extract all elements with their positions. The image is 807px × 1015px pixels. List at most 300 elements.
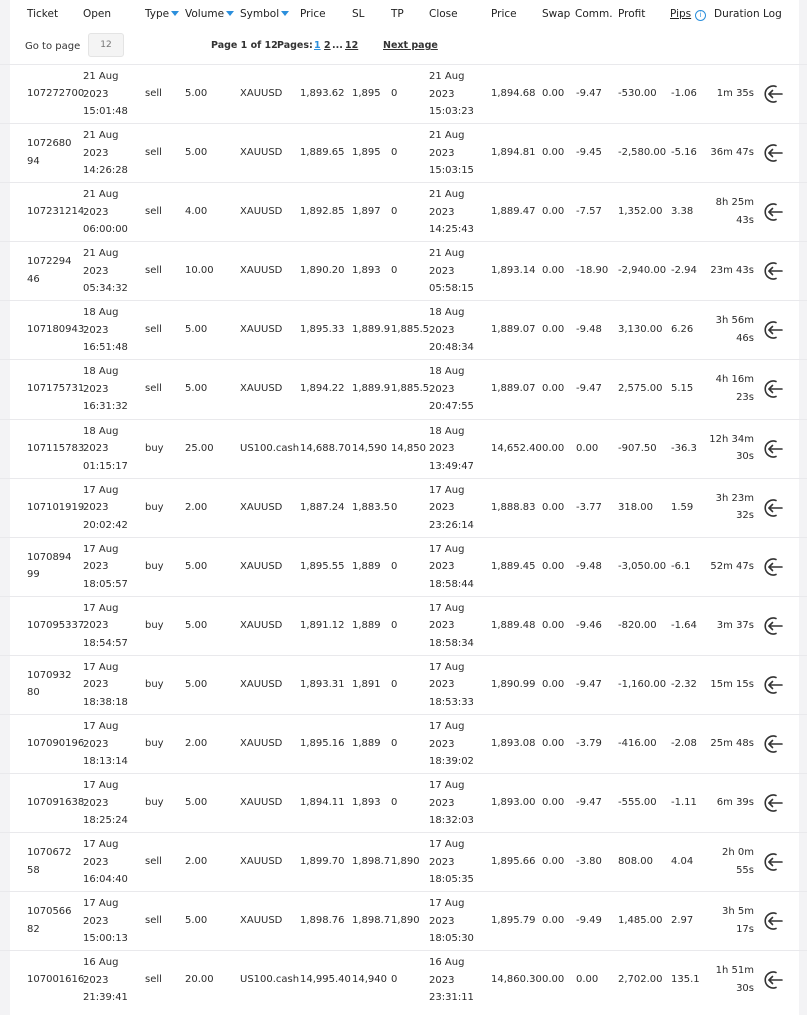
- cell-volume: 5.00: [185, 797, 208, 809]
- cell-price: 1,890.20: [300, 265, 345, 277]
- cell-sl: 14,940: [352, 974, 387, 986]
- table-row: [0, 64, 807, 123]
- header-close: Close: [429, 8, 458, 20]
- cell-volume: 5.00: [185, 383, 208, 395]
- caret-down-icon: [281, 11, 289, 16]
- cell-ticket: 107089499: [27, 551, 72, 581]
- cell-close-time: 17 Aug 2023 18:53:33: [429, 661, 474, 708]
- cell-swap: 0.00: [542, 560, 565, 572]
- exit-arrow-icon[interactable]: [762, 792, 784, 814]
- cell-symbol: XAUUSD: [240, 206, 283, 218]
- cell-tp: 0: [391, 501, 398, 513]
- cell-ticket: 107095337: [27, 619, 85, 631]
- cell-volume: 5.00: [185, 147, 208, 159]
- cell-tp: 0: [391, 147, 398, 159]
- cell-volume: 2.00: [185, 501, 208, 513]
- cell-open-time: 17 Aug 2023 15:00:13: [83, 898, 128, 945]
- cell-duration: 1m 35s: [716, 88, 754, 99]
- cell-open-time: 17 Aug 2023 18:05:57: [83, 543, 128, 590]
- exit-arrow-icon[interactable]: [762, 674, 784, 696]
- trades-table-body: [0, 64, 807, 1010]
- cell-close-time: 17 Aug 2023 18:32:03: [429, 780, 474, 827]
- cell-close-time: 17 Aug 2023 23:26:14: [429, 484, 474, 531]
- cell-open-time: 21 Aug 2023 15:01:48: [83, 71, 128, 117]
- cell-symbol: XAUUSD: [240, 856, 283, 868]
- cell-pips: 2.97: [671, 915, 694, 927]
- table-row: [0, 359, 807, 418]
- cell-profit: 808.00: [618, 856, 653, 868]
- exit-arrow-icon[interactable]: [762, 201, 784, 223]
- cell-type: sell: [145, 206, 162, 218]
- header-close-price: Price: [491, 8, 517, 20]
- exit-arrow-icon[interactable]: [762, 910, 784, 932]
- header-type-label: Type: [145, 8, 170, 20]
- cell-close-price: 1,889.07: [491, 383, 536, 395]
- cell-sl: 1,893: [352, 797, 381, 809]
- cell-profit: 1,352.00: [618, 206, 663, 218]
- cell-swap: 0.00: [542, 619, 565, 631]
- header-log: Log: [763, 8, 782, 20]
- cell-price: 1,893.62: [300, 88, 345, 99]
- cell-type: sell: [145, 974, 162, 986]
- cell-close-price: 1,893.08: [491, 738, 536, 750]
- cell-comm: -9.47: [576, 88, 602, 99]
- exit-arrow-icon[interactable]: [762, 556, 784, 578]
- exit-arrow-icon[interactable]: [762, 438, 784, 460]
- cell-comm: -9.49: [576, 915, 602, 927]
- cell-symbol: XAUUSD: [240, 265, 283, 277]
- pagination-bar: [0, 33, 807, 63]
- cell-volume: 5.00: [185, 324, 208, 336]
- cell-pips: -1.64: [671, 619, 697, 631]
- cell-open-time: 17 Aug 2023 18:38:18: [83, 661, 128, 708]
- cell-comm: -9.48: [576, 324, 602, 336]
- cell-volume: 5.00: [185, 678, 208, 690]
- cell-volume: 5.00: [185, 560, 208, 572]
- table-row: [0, 596, 807, 655]
- cell-symbol: US100.cash: [240, 442, 300, 454]
- header-tp: TP: [391, 8, 404, 20]
- cell-volume: 25.00: [185, 442, 214, 454]
- cell-ticket: 107056682: [27, 906, 72, 935]
- cell-profit: -1,160.00: [618, 678, 667, 690]
- cell-profit: 3,130.00: [618, 324, 663, 336]
- cell-close-price: 1,894.81: [491, 147, 536, 159]
- cell-swap: 0.00: [542, 797, 565, 809]
- caret-down-icon: [226, 11, 234, 16]
- cell-close-time: 21 Aug 2023 14:25:43: [429, 189, 474, 236]
- cell-profit: -555.00: [618, 797, 657, 809]
- cell-pips: -1.06: [671, 88, 697, 99]
- cell-ticket: 107231214: [27, 206, 85, 218]
- page-info: Page 1 of 12: [211, 40, 278, 51]
- header-ticket: Ticket: [27, 8, 59, 20]
- cell-close-price: 1,888.83: [491, 501, 536, 513]
- cell-close-time: 16 Aug 2023 23:31:11: [429, 957, 474, 1004]
- header-open: Open: [83, 8, 112, 20]
- cell-swap: 0.00: [542, 88, 565, 99]
- cell-type: sell: [145, 324, 162, 336]
- cell-type: sell: [145, 915, 162, 927]
- cell-volume: 5.00: [185, 619, 208, 631]
- cell-close-price: 1,889.45: [491, 560, 536, 572]
- cell-ticket: 107067258: [27, 847, 72, 876]
- cell-duration: 3h 56m 46s: [715, 315, 754, 344]
- cell-duration: 3h 23m 32s: [715, 492, 754, 522]
- cell-type: sell: [145, 265, 162, 277]
- cell-swap: 0.00: [542, 678, 565, 690]
- cell-ticket: 107180943: [27, 324, 85, 336]
- exit-arrow-icon[interactable]: [762, 851, 784, 873]
- cell-duration: 4h 16m 23s: [715, 374, 754, 403]
- cell-open-time: 21 Aug 2023 06:00:00: [83, 189, 128, 236]
- exit-arrow-icon[interactable]: [762, 142, 784, 164]
- cell-comm: -9.45: [576, 147, 602, 159]
- cell-volume: 5.00: [185, 915, 208, 927]
- header-price: Price: [300, 8, 326, 20]
- cell-tp: 0: [391, 265, 398, 277]
- page-link-last[interactable]: 12: [345, 40, 359, 51]
- cell-open-time: 17 Aug 2023 18:13:14: [83, 721, 128, 768]
- cell-comm: -7.57: [576, 206, 602, 218]
- header-pips[interactable]: [670, 8, 706, 21]
- table-row: [0, 950, 807, 1009]
- cell-pips: 135.1: [671, 974, 700, 986]
- cell-open-time: 17 Aug 2023 18:25:24: [83, 780, 128, 827]
- cell-type: buy: [145, 738, 164, 750]
- cell-close-time: 17 Aug 2023 18:39:02: [429, 721, 474, 768]
- cell-close-price: 1,889.07: [491, 324, 536, 336]
- cell-type: buy: [145, 797, 164, 809]
- cell-volume: 20.00: [185, 974, 214, 986]
- cell-comm: -9.46: [576, 619, 602, 631]
- cell-close-time: 17 Aug 2023 18:05:35: [429, 839, 474, 886]
- cell-pips: 1.59: [671, 501, 694, 513]
- cell-open-time: 17 Aug 2023 20:02:42: [83, 484, 128, 531]
- cell-swap: 0.00: [542, 265, 565, 277]
- cell-sl: 1,889: [352, 560, 381, 572]
- cell-type: buy: [145, 619, 164, 631]
- exit-arrow-icon[interactable]: [762, 615, 784, 637]
- cell-volume: 2.00: [185, 738, 208, 750]
- table-row: [0, 241, 807, 300]
- cell-ticket: 107090196: [27, 738, 85, 750]
- pips-link[interactable]: Pips: [670, 8, 692, 20]
- table-row: [0, 478, 807, 537]
- cell-sl: 1,898.7: [352, 915, 391, 927]
- exit-arrow-icon[interactable]: [762, 319, 784, 341]
- exit-arrow-icon[interactable]: [762, 83, 784, 105]
- cell-profit: -530.00: [618, 88, 657, 99]
- table-row: [0, 182, 807, 241]
- cell-pips: 5.15: [671, 383, 694, 395]
- cell-close-time: 17 Aug 2023 18:58:44: [429, 543, 474, 590]
- cell-profit: -907.50: [618, 442, 657, 454]
- cell-symbol: XAUUSD: [240, 501, 283, 513]
- cell-comm: -18.90: [576, 265, 609, 277]
- cell-tp: 0: [391, 88, 398, 99]
- cell-price: 1,894.22: [300, 383, 345, 395]
- cell-price: 1,895.16: [300, 738, 345, 750]
- cell-close-time: 18 Aug 2023 20:48:34: [429, 307, 474, 354]
- cell-price: 1,898.76: [300, 915, 345, 927]
- cell-close-time: 17 Aug 2023 18:05:30: [429, 898, 474, 945]
- caret-down-icon: [171, 11, 179, 16]
- cell-open-time: 21 Aug 2023 14:26:28: [83, 130, 128, 177]
- cell-sl: 1,895: [352, 88, 381, 99]
- cell-ticket: 107229446: [27, 256, 72, 285]
- cell-ticket: 107175731: [27, 383, 85, 395]
- cell-symbol: XAUUSD: [240, 324, 283, 336]
- cell-duration: 6m 39s: [716, 797, 754, 809]
- cell-sl: 1,889: [352, 738, 381, 750]
- cell-sl: 1,895: [352, 147, 381, 159]
- cell-tp: 1,890: [391, 915, 420, 927]
- cell-close-price: 1,894.68: [491, 88, 536, 99]
- cell-comm: -3.79: [576, 738, 602, 750]
- cell-sl: 1,883.5: [352, 501, 391, 513]
- page-link-2[interactable]: 2: [324, 40, 331, 51]
- cell-price: 1,887.24: [300, 501, 345, 513]
- cell-close-price: 1,890.99: [491, 678, 536, 690]
- cell-ticket: 107001616: [27, 974, 85, 986]
- cell-comm: 0.00: [576, 974, 599, 986]
- cell-pips: -1.11: [671, 797, 697, 809]
- cell-duration: 3h 5m 17s: [722, 906, 754, 935]
- cell-tp: 1,885.5: [391, 324, 430, 336]
- cell-comm: -3.80: [576, 856, 602, 868]
- header-type[interactable]: [145, 8, 179, 20]
- cell-sl: 1,893: [352, 265, 381, 277]
- cell-swap: 0.00: [542, 738, 565, 750]
- table-row: [0, 419, 807, 478]
- table-row: [0, 300, 807, 359]
- exit-arrow-icon[interactable]: [762, 378, 784, 400]
- page-ellipsis: ...: [332, 40, 343, 51]
- cell-close-price: 1,893.00: [491, 797, 536, 809]
- table-row: [0, 891, 807, 950]
- page-link-1[interactable]: 1: [314, 40, 321, 51]
- cell-pips: 3.38: [671, 206, 694, 218]
- cell-open-time: 21 Aug 2023 05:34:32: [83, 248, 128, 295]
- cell-duration: 52m 47s: [710, 560, 754, 572]
- cell-symbol: XAUUSD: [240, 915, 283, 927]
- cell-symbol: XAUUSD: [240, 619, 283, 631]
- header-profit: Profit: [618, 8, 646, 20]
- goto-page-label: Go to page: [25, 41, 81, 52]
- cell-duration: 1h 51m 30s: [715, 965, 754, 994]
- cell-close-price: 1,889.47: [491, 206, 536, 218]
- cell-close-time: 17 Aug 2023 18:58:34: [429, 602, 474, 649]
- cell-type: buy: [145, 501, 164, 513]
- table-row: [0, 773, 807, 832]
- header-symbol[interactable]: [240, 8, 289, 20]
- cell-duration: 23m 43s: [710, 265, 754, 277]
- header-swap: Swap: [542, 8, 571, 20]
- cell-pips: -2.94: [671, 265, 697, 277]
- cell-symbol: XAUUSD: [240, 88, 283, 99]
- exit-arrow-icon[interactable]: [762, 733, 784, 755]
- cell-sl: 1,897: [352, 206, 381, 218]
- cell-tp: 0: [391, 974, 398, 986]
- next-page-link[interactable]: Next page: [383, 40, 438, 51]
- cell-open-time: 17 Aug 2023 16:04:40: [83, 839, 128, 886]
- cell-swap: 0.00: [542, 501, 565, 513]
- cell-ticket: 107268094: [27, 138, 72, 167]
- cell-price: 1,892.85: [300, 206, 345, 218]
- table-row: [0, 123, 807, 182]
- cell-profit: -820.00: [618, 619, 657, 631]
- cell-close-time: 21 Aug 2023 15:03:15: [429, 130, 474, 177]
- cell-open-time: 18 Aug 2023 16:51:48: [83, 307, 128, 354]
- cell-open-time: 18 Aug 2023 01:15:17: [83, 425, 128, 472]
- cell-swap: 0.00: [542, 206, 565, 218]
- cell-symbol: XAUUSD: [240, 383, 283, 395]
- cell-symbol: XAUUSD: [240, 738, 283, 750]
- cell-symbol: XAUUSD: [240, 147, 283, 159]
- cell-pips: -6.1: [671, 560, 691, 572]
- cell-type: sell: [145, 383, 162, 395]
- cell-ticket: 107093280: [27, 669, 72, 699]
- cell-sl: 1,889.9: [352, 383, 391, 395]
- cell-duration: 12h 34m 30s: [709, 433, 754, 463]
- cell-price: 14,688.70: [300, 442, 351, 454]
- cell-type: buy: [145, 560, 164, 572]
- cell-tp: 0: [391, 678, 398, 690]
- cell-swap: 0.00: [542, 383, 565, 395]
- cell-price: 1,893.31: [300, 678, 345, 690]
- goto-page-input[interactable]: [88, 33, 124, 57]
- cell-close-time: 18 Aug 2023 20:47:55: [429, 366, 474, 413]
- cell-close-time: 21 Aug 2023 05:58:15: [429, 248, 474, 295]
- cell-duration: 2h 0m 55s: [722, 847, 754, 876]
- cell-volume: 4.00: [185, 206, 208, 218]
- cell-close-price: 14,860.30: [491, 974, 542, 986]
- cell-duration: 36m 47s: [710, 147, 754, 159]
- cell-sl: 1,889.9: [352, 324, 391, 336]
- cell-tp: 0: [391, 206, 398, 218]
- cell-price: 1,895.55: [300, 560, 345, 572]
- cell-open-time: 18 Aug 2023 16:31:32: [83, 366, 128, 413]
- cell-swap: 0.00: [542, 856, 565, 868]
- cell-ticket: 107101919: [27, 501, 85, 513]
- cell-comm: -9.48: [576, 560, 602, 572]
- table-row: [0, 832, 807, 891]
- cell-volume: 10.00: [185, 265, 214, 277]
- cell-close-price: 1,895.79: [491, 915, 536, 927]
- cell-comm: 0.00: [576, 442, 599, 454]
- cell-close-price: 1,889.48: [491, 619, 536, 631]
- cell-profit: -2,940.00: [618, 265, 667, 277]
- header-symbol-label: Symbol: [240, 8, 280, 20]
- cell-symbol: XAUUSD: [240, 678, 283, 690]
- exit-arrow-icon[interactable]: [762, 969, 784, 991]
- cell-pips: 4.04: [671, 856, 694, 868]
- cell-profit: 1,485.00: [618, 915, 663, 927]
- header-duration: Duration: [714, 8, 760, 20]
- cell-sl: 14,590: [352, 442, 387, 454]
- cell-swap: 0.00: [542, 324, 565, 336]
- cell-price: 1,899.70: [300, 856, 345, 868]
- cell-price: 1,889.65: [300, 147, 345, 159]
- cell-symbol: US100.cash: [240, 974, 300, 986]
- cell-close-time: 21 Aug 2023 15:03:23: [429, 71, 474, 117]
- cell-price: 1,891.12: [300, 619, 345, 631]
- cell-pips: -36.3: [671, 442, 697, 454]
- cell-volume: 5.00: [185, 88, 208, 99]
- table-header: [0, 0, 807, 30]
- cell-open-time: 16 Aug 2023 21:39:41: [83, 957, 128, 1004]
- info-circle-icon[interactable]: i: [695, 10, 706, 21]
- cell-price: 1,894.11: [300, 797, 345, 809]
- table-row: [0, 714, 807, 773]
- cell-comm: -9.47: [576, 678, 602, 690]
- cell-tp: 0: [391, 619, 398, 631]
- cell-close-price: 1,895.66: [491, 856, 536, 868]
- header-sl: SL: [352, 8, 365, 20]
- cell-pips: -5.16: [671, 147, 697, 159]
- cell-tp: 0: [391, 560, 398, 572]
- cell-price: 14,995.40: [300, 974, 351, 986]
- cell-symbol: XAUUSD: [240, 560, 283, 572]
- cell-volume: 2.00: [185, 856, 208, 868]
- cell-tp: 0: [391, 797, 398, 809]
- cell-profit: 318.00: [618, 501, 653, 513]
- header-volume-label: Volume: [185, 8, 225, 20]
- cell-type: buy: [145, 678, 164, 690]
- cell-close-price: 14,652.40: [491, 442, 542, 454]
- cell-pips: -2.08: [671, 738, 697, 750]
- cell-ticket: 107272700: [27, 88, 85, 99]
- cell-duration: 8h 25m 43s: [715, 197, 754, 226]
- pages-label: Pages:: [277, 40, 313, 51]
- cell-type: sell: [145, 856, 162, 868]
- cell-swap: 0.00: [542, 442, 565, 454]
- cell-duration: 3m 37s: [716, 619, 754, 631]
- cell-ticket: 107115783: [27, 442, 85, 454]
- cell-price: 1,895.33: [300, 324, 345, 336]
- cell-comm: -3.77: [576, 501, 602, 513]
- cell-tp: 1,885.5: [391, 383, 430, 395]
- cell-profit: -416.00: [618, 738, 657, 750]
- cell-pips: 6.26: [671, 324, 694, 336]
- header-volume[interactable]: [185, 8, 234, 20]
- cell-close-price: 1,893.14: [491, 265, 536, 277]
- cell-profit: 2,575.00: [618, 383, 663, 395]
- exit-arrow-icon[interactable]: [762, 260, 784, 282]
- cell-comm: -9.47: [576, 383, 602, 395]
- cell-swap: 0.00: [542, 974, 565, 986]
- table-row: [0, 655, 807, 714]
- cell-open-time: 17 Aug 2023 18:54:57: [83, 602, 128, 649]
- cell-sl: 1,889: [352, 619, 381, 631]
- cell-tp: 1,890: [391, 856, 420, 868]
- cell-profit: 2,702.00: [618, 974, 663, 986]
- cell-swap: 0.00: [542, 147, 565, 159]
- cell-pips: -2.32: [671, 678, 697, 690]
- cell-sl: 1,891: [352, 678, 381, 690]
- exit-arrow-icon[interactable]: [762, 497, 784, 519]
- table-row: [0, 537, 807, 596]
- cell-type: sell: [145, 147, 162, 159]
- cell-sl: 1,898.7: [352, 856, 391, 868]
- cell-swap: 0.00: [542, 915, 565, 927]
- cell-type: buy: [145, 442, 164, 454]
- cell-duration: 25m 48s: [710, 738, 754, 750]
- cell-profit: -2,580.00: [618, 147, 667, 159]
- cell-type: sell: [145, 88, 162, 99]
- cell-close-time: 18 Aug 2023 13:49:47: [429, 425, 474, 472]
